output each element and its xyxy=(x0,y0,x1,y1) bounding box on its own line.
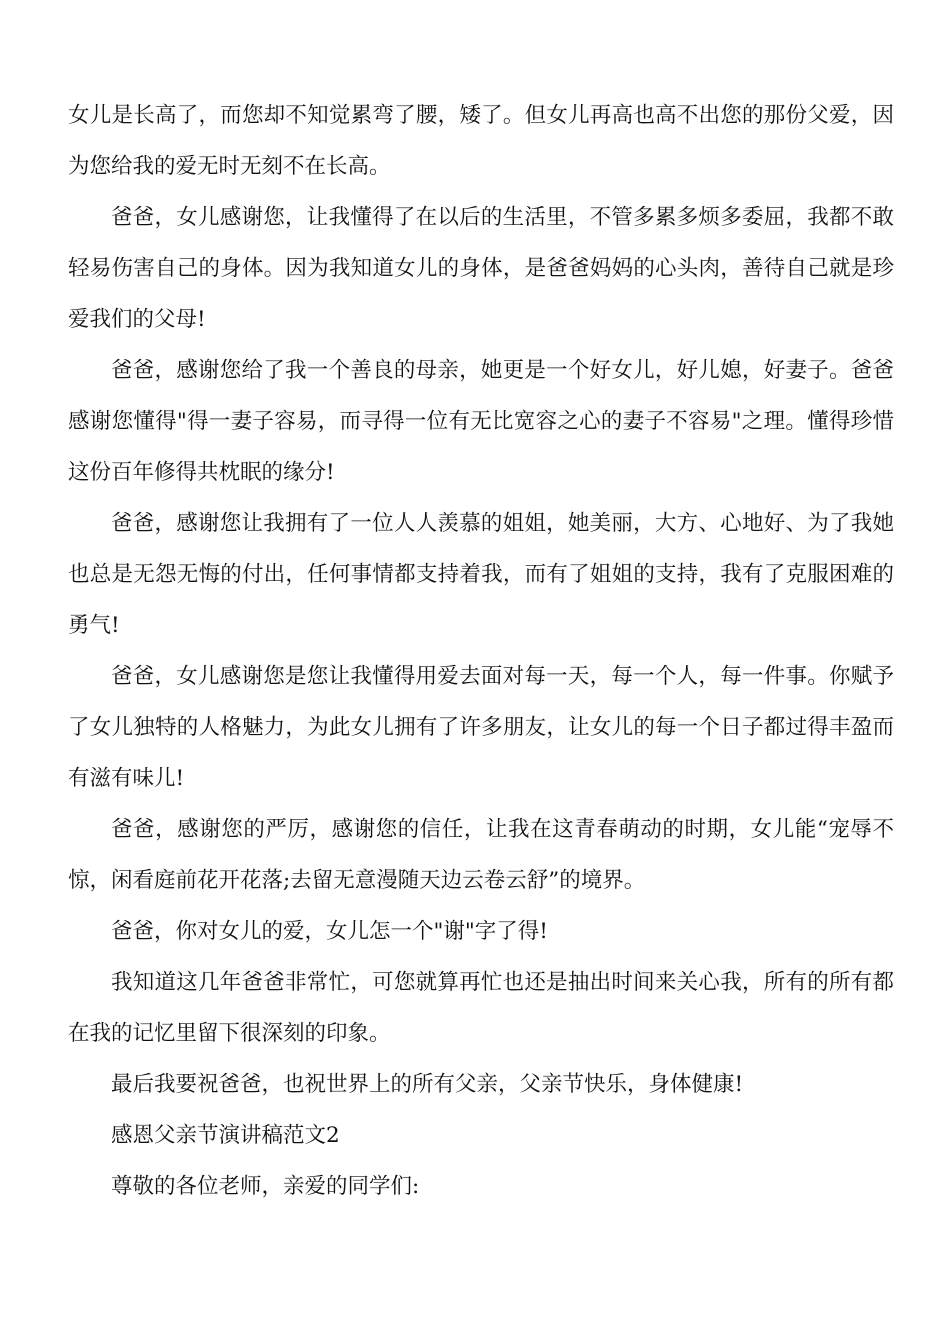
document-body xyxy=(68,90,894,1212)
paragraph-greeting: 尊敬的各位老师，亲爱的同学们: xyxy=(111,1174,420,1199)
paragraph-love: 爸爸，女儿感谢您是您让我懂得用爱去面对每一天，每一个人，每一件事。你赋予了女儿独特的人格魅力，为此女儿拥有了许多朋友，让女儿的每一个日子都过得丰盈而有滋有味儿! xyxy=(68,664,894,791)
paragraph-busy: 我知道这几年爸爸非常忙，可您就算再忙也还是抽出时间来关心我，所有的所有都在我的记忆里留下很深刻的印象。 xyxy=(68,970,894,1046)
paragraph-sister: 爸爸，感谢您让我拥有了一位人人羡慕的姐姐，她美丽，大方、心地好、为了我她也总是无怨无悔的付出，任何事情都支持着我，而有了姐姐的支持，我有了克服困难的勇气! xyxy=(68,511,894,638)
paragraph-wishes: 最后我要祝爸爸，也祝世界上的所有父亲，父亲节快乐，身体健康! xyxy=(111,1072,744,1097)
paragraph-strictness: 爸爸，感谢您的严厉，感谢您的信任，让我在这青春萌动的时期，女儿能“宠辱不惊，闲看庭前花开花落;去留无意漫随天边云卷云舒”的境界。 xyxy=(68,817,894,893)
paragraph-continuation: 女儿是长高了，而您却不知觉累弯了腰，矮了。但女儿再高也高不出您的那份父爱，因为您给我的爱无时无刻不在长高。 xyxy=(68,103,894,179)
paragraph-health: 爸爸，女儿感谢您，让我懂得了在以后的生活里，不管多累多烦多委屈，我都不敢轻易伤害自己的身体。因为我知道女儿的身体，是爸爸妈妈的心头肉，善待自己就是珍爱我们的父母! xyxy=(68,205,894,332)
paragraph-thanks: 爸爸，你对女儿的爱，女儿怎一个"谢"字了得! xyxy=(111,919,548,944)
section-heading: 感恩父亲节演讲稿范文2 xyxy=(111,1123,340,1148)
paragraph-mother: 爸爸，感谢您给了我一个善良的母亲，她更是一个好女儿，好儿媳，好妻子。爸爸感谢您懂得"得一妻子容易，而寻得一位有无比宽容之心的妻子不容易"之理。懂得珍惜这份百年修得共枕眠的缘分! xyxy=(68,358,894,485)
